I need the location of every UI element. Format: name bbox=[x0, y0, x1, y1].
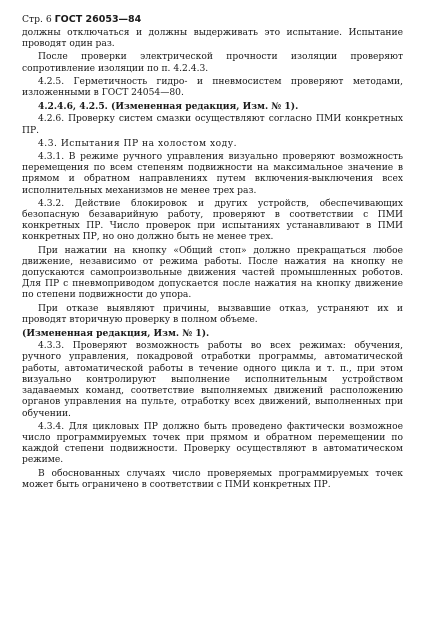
paragraph-4-3-1: 4.3.1. В режиме ручного управления визуально проверяют возможность перемещения по всем степеням подвижности на максимальное значение в прямом и обратном направлениях путем включения-выключения всех исполнительных механизмов не менее трех раз. bbox=[22, 152, 403, 196]
paragraph-justified-cases: В обоснованных случаях число проверяемых программируемых точек может быть ограничено в соответствии с ПМИ конкретных ПР. bbox=[22, 468, 403, 490]
page-header bbox=[22, 14, 403, 25]
paragraph-4-3-2: 4.3.2. Действие блокировок и других устройств, обеспечивающих безопасную безаварийную работу, проверяют в соответствии с ПМИ конкретных ПР. Число проверок при испытаниях устанавливают в ПМИ конкретных ПР, но оно должно быть не менее трех. bbox=[22, 198, 403, 243]
paragraph-failure: При отказе выявляют причины, вызвавшие отказ, устраняют их и проводят вторичную проверку в полном объеме. bbox=[22, 303, 403, 325]
paragraph-insulation-resistance: После проверки электрической прочности изоляции проверяют сопротивление изоляции по п. 4.2.4.3. bbox=[22, 52, 403, 74]
standard-number: ГОСТ 26053—84 bbox=[54, 14, 142, 25]
paragraph-continuation: должны отключаться и должны выдерживать это испытание. Испытание проводят один раз. bbox=[22, 28, 403, 50]
paragraph-4-3-4: 4.3.4. Для цикловых ПР должно быть проведено фактически возможное число программируемых точек при прямом и обратном перемещении по каждой степени подвижности. Проверку осуществляют в автоматическом режиме. bbox=[22, 421, 403, 466]
page-number: Стр. 6 bbox=[22, 14, 52, 25]
paragraph-4-2-5: 4.2.5. Герметичность гидро- и пневмосистем проверяют методами, изложенными в ГОСТ 24054—80. bbox=[22, 76, 403, 99]
paragraph-general-stop: При нажатии на кнопку «Общий стоп» должно прекращаться любое движение, независимо от режима работы. После нажатия на кнопку не допускаются самопроизвольные движения частей промышленных роботов. Для ПР с пневмоприводом допускается после нажатия на кнопку движение по степени подвижности до упора. bbox=[22, 245, 403, 301]
paragraph-4-2-6: 4.2.6. Проверку систем смазки осуществляют согласно ПМИ конкретных ПР. bbox=[22, 114, 403, 136]
section-heading-4-3: 4.3. Испытания ПР на холостом ходу. bbox=[38, 138, 238, 149]
paragraph-4-3-3: 4.3.3. Проверяют возможность работы во всех режимах: обучения, ручного управления, покадровой отработки программы, автоматической работы, автоматической работы в течение одного цикла и т. п., при этом визуально контролируют выполнение исполнительным устройством задаваемых команд, соответствие выполняемых движений расположению органов управления на пульте, отработку всех движений, выполненных при обучении. bbox=[22, 341, 403, 419]
amendment-note-1: 4.2.4.6, 4.2.5. (Измененная редакция, Изм. № 1). bbox=[38, 101, 299, 113]
amendment-note-2: (Измененная редакция, Изм. № 1). bbox=[22, 328, 210, 340]
